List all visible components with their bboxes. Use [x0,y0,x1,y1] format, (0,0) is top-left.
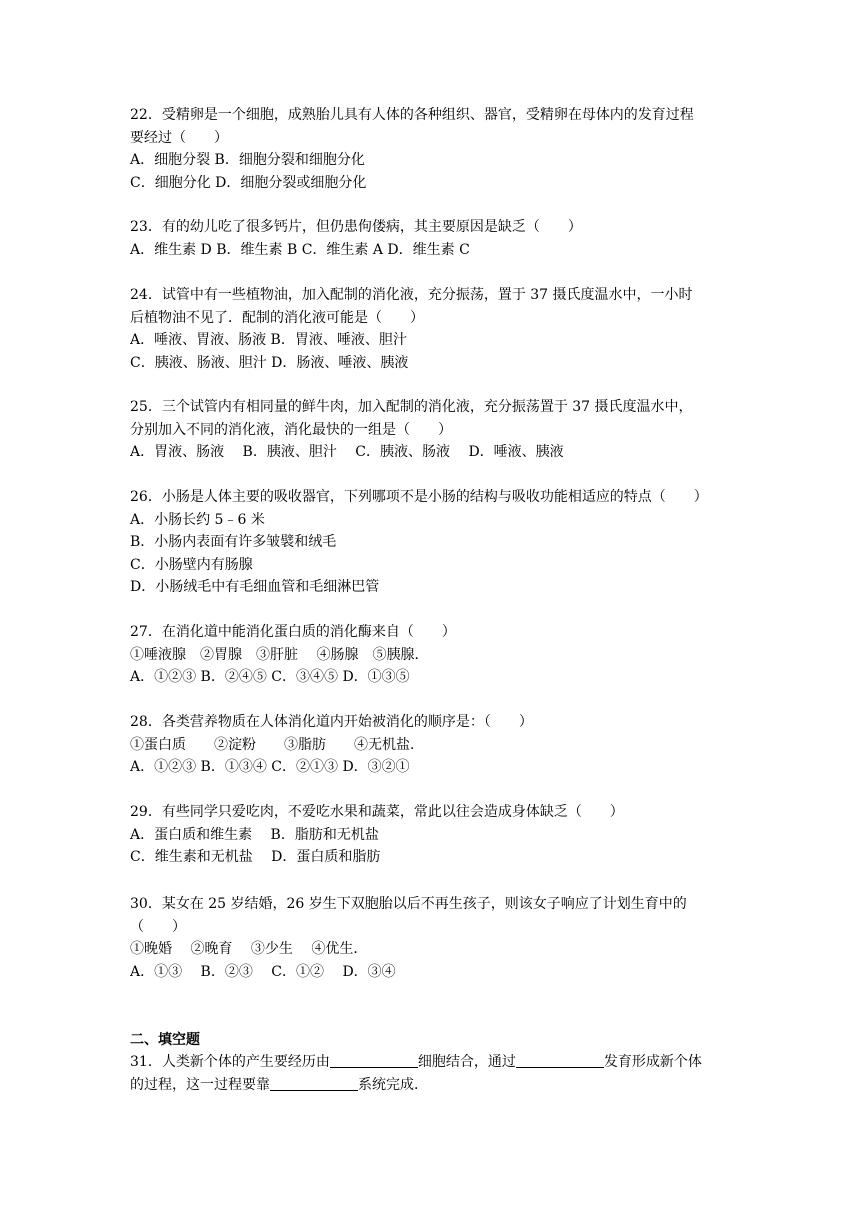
question-22 [130,104,740,194]
question-28-items: ①蛋白质 ②淀粉 ③脂肪 ④无机盐． [130,736,424,753]
question-26 [130,486,740,599]
question-26-option-c: C．小肠壁内有肠腺 [130,556,253,573]
answer-blank-3[interactable] [270,1076,358,1091]
question-29-stem: 29．有些同学只爱吃肉，不爱吃水果和蔬菜，常此以往会造成身体缺乏（ ） [130,804,624,820]
question-30-options: A．①③ B．②③ C．①② D．③④ [130,963,396,980]
question-31-line-2 [130,1074,740,1097]
question-26-stem: 26．小肠是人体主要的吸收器官，下列哪项不是小肠的结构与吸收功能相适应的特点（ ） [130,489,708,505]
question-28-options: A．①②③ B．①③④ C．②①③ D．③②① [130,759,410,775]
question-25-stem-line-1: 25．三个试管内有相同量的鲜牛肉，加入配制的消化液，充分振荡置于 37 摄氏度温水中， [130,399,693,415]
question-27-items: ①唾液腺 ②胃腺 ③肝脏 ④肠腺 ⑤胰腺． [130,646,429,663]
question-24-stem-line-2: 后植物油不见了．配制的消化液可能是（ ） [130,309,424,326]
answer-blank-2[interactable] [516,1053,604,1068]
question-27 [130,621,740,689]
question-23 [130,216,740,261]
question-28 [130,711,740,779]
question-23-options: A．维生素 D B．维生素 B C．维生素 A D．维生素 C [130,241,470,258]
question-31-line-1 [130,1051,740,1074]
question-22-stem-line-1: 22．受精卵是一个细胞，成熟胎儿具有人体的各种组织、器官，受精卵在母体内的发育过程 [130,107,694,123]
question-30-stem-line-2: （ ） [130,918,186,935]
question-24-stem-line-1: 24．试管中有一些植物油，加入配制的消化液，充分振荡，置于 37 摄氏度温水中，一小时 [130,287,693,303]
section-title-fill-in: 二、填空题 [130,1032,200,1048]
question-26-option-d: D．小肠绒毛中有毛细血管和毛细淋巴管 [130,579,380,595]
question-26-option-b: B．小肠内表面有许多皱襞和绒毛 [130,534,337,550]
question-31-text-d: 的过程，这一过程要靠 [130,1076,270,1093]
question-29-options-ab: A．蛋白质和维生素 B．脂肪和无机盐 [130,826,379,843]
question-31-text-e: 系统完成． [358,1076,428,1093]
question-30 [130,893,740,983]
question-25-options: A．胃液、肠液 B．胰液、胆汁 C．胰液、肠液 D．唾液、胰液 [130,444,564,460]
question-24-options-cd: C．胰液、肠液、胆汁 D．肠液、唾液、胰液 [130,354,409,371]
question-31 [130,1051,740,1096]
question-23-stem: 23．有的幼儿吃了很多钙片，但仍患佝偻病，其主要原因是缺乏（ ） [130,219,582,235]
question-30-stem-line-1: 30．某女在 25 岁结婚，26 岁生下双胞胎以后不再生孩子，则该女子响应了计划生育中的 [130,896,687,912]
question-26-option-a: A．小肠长约 5﹣6 米 [130,511,265,528]
question-27-options: A．①②③ B．②④⑤ C．③④⑤ D．①③⑤ [130,669,410,685]
question-30-items: ①晚婚 ②晚育 ③少生 ④优生． [130,941,368,957]
question-25-stem-line-2: 分别加入不同的消化液，消化最快的一组是（ ） [130,421,452,438]
question-31-text-b: 细胞结合，通过 [417,1054,516,1070]
question-24-options-ab: A．唾液、胃液、肠液 B．胃液、唾液、胆汁 [130,332,407,348]
question-28-stem: 28．各类营养物质在人体消化道内开始被消化的顺序是：（ ） [130,714,533,730]
question-22-options-ab: A．细胞分裂 B．细胞分裂和细胞分化 [130,152,365,168]
question-27-stem: 27．在消化道中能消化蛋白质的消化酶来自（ ） [130,624,456,640]
answer-blank-1[interactable] [330,1053,418,1068]
question-29-options-cd: C．维生素和无机盐 D．蛋白质和脂肪 [130,849,381,865]
question-24 [130,284,740,374]
question-29 [130,801,740,869]
question-22-options-cd: C．细胞分化 D．细胞分裂或细胞分化 [130,174,367,191]
question-25 [130,396,740,464]
question-31-text-a: 31．人类新个体的产生要经历由 [130,1054,330,1070]
question-31-text-c: 发育形成新个体 [603,1054,702,1070]
question-22-stem-line-2: 要经过（ ） [130,129,228,146]
